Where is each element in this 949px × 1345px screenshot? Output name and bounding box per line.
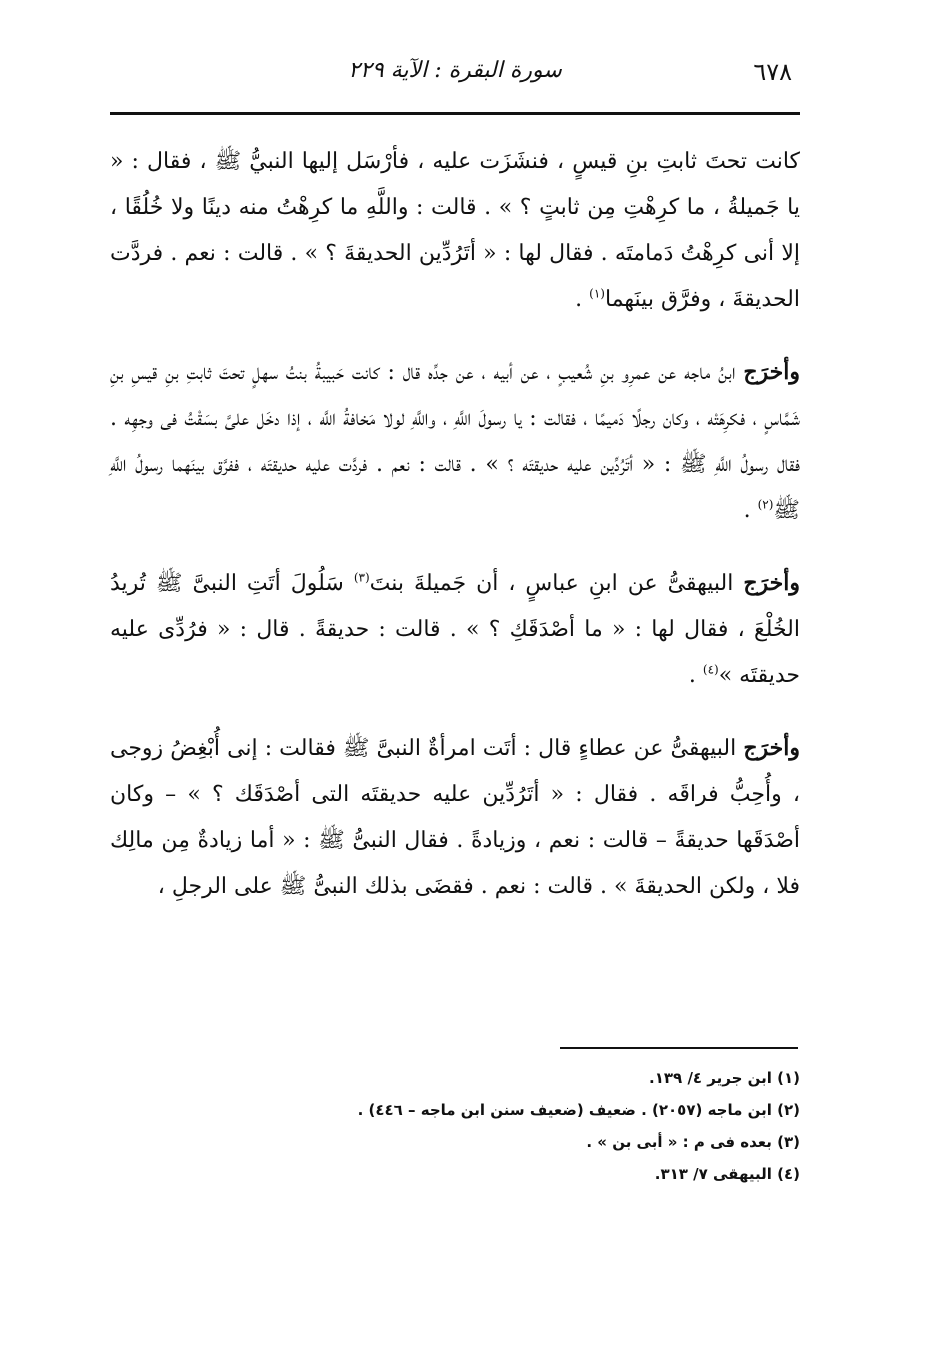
footnote-2: (٢) ابن ماجه (٢٠٥٧) . ضعيف (ضعيف سنن ابن ماجه – ٤٤٦) . xyxy=(357,1101,800,1119)
paragraph-end: . xyxy=(688,663,703,688)
paragraph-text: البيهقىُّ عن عطاءٍ قال : أتَت امرأةٌ النبىَّ ﷺ فقالت : إنى أُبْغِضُ زوجى ، وأُحِبُّ فراقَه . فقال : « أتَرُدِّين عليه حديقتَه التى أصْدَقَك ؟ » – وكان أصْدَقَها حديقةً – قالت : نعم ، وزيادةً . فقال النبىُّ ﷺ : « أما زيادةٌ مِن مالِك فلا ، ولكن الحديقةَ » . قالت : نعم . فقضَى بذلك النبىُّ ﷺ على الرجلِ ، xyxy=(110,736,800,899)
paragraph-4 xyxy=(110,725,800,910)
paragraph-end: . xyxy=(575,287,590,312)
paragraph-text: البيهقىُّ عن ابنِ عباسٍ ، أن جَميلةَ بنتَ xyxy=(369,571,744,596)
paragraph-3 xyxy=(110,560,800,699)
footnote-3: (٣) بعده فى م : « أبى بن » . xyxy=(586,1133,800,1151)
paragraph-end: . xyxy=(743,498,758,523)
footnote-mark-3: (٣) xyxy=(353,570,370,585)
footnote-rule xyxy=(560,1047,798,1049)
paragraph-text: ابنُ ماجه عن عمرِو بنِ شُعيبٍ ، عن أبيه ، عن جدِّه قال : كانت حَبيبةُ بنتُ سهلٍ تحتَ ثابتِ بنِ قيسِ بنِ شَمَّاسٍ ، فكرِهَتْه ، وكان رجلًا دَميمًا ، فقالت : يا رسولَ اللَّهِ ، واللَّهِ لولا مَخافةُ اللَّه ، إذا دخَل علىَّ بسَقْتُ فى وجهِه . فقال رسولُ اللَّهِ ﷺ : « أتَرُدِّين عليه حديقتَه ؟ » . قالت : نعم . فردَّت عليه حديقتَه ، ففرَّق بينَهما رسولُ اللَّهِ ﷺ xyxy=(110,360,800,523)
running-title: سورة البقرة : الآية ٢٢٩ xyxy=(348,58,562,83)
footnote-mark-1: (١) xyxy=(589,286,605,301)
page-header xyxy=(110,50,800,110)
paragraph-2 xyxy=(110,349,800,534)
paragraph-text: كانت تحتَ ثابتِ بنِ قيسٍ ، فنشَزَت عليه ، فأرْسَل إليها النبيُّ ﷺ ، فقال : « يا جَميلةُ ، ما كرِهْتِ مِن ثابتٍ ؟ » . قالت : واللَّهِ ما كرِهْتُ منه دينًا ولا خُلُقًا ، إلا أنى كرِهْتُ دَمامتَه . فقال لها : « أتَرُدِّين الحديقةَ ؟ » . قالت : نعم . فردَّت الحديقةَ ، وفرَّق بينَهما xyxy=(110,149,800,312)
footnote-4: (٤) البيهقى ٧/ ٣١٣. xyxy=(654,1165,800,1183)
body-text xyxy=(110,138,800,936)
footnote-mark-4: (٤) xyxy=(702,662,719,677)
paragraph-lead: وأخرَج xyxy=(743,359,800,385)
paragraph-1 xyxy=(110,138,800,323)
footnote-mark-2: (٢) xyxy=(757,497,774,512)
paragraph-text-continued: سَلُولَ أتَتِ النبىَّ ﷺ تُريدُ الخُلْعَ ، فقال لها : « ما أصْدَقَكِ ؟ » . قالت : حديقةً . قال : « فرُدِّى عليه حديقتَه » xyxy=(110,571,800,688)
footnotes xyxy=(110,1062,800,1190)
paragraph-lead: وأخرَج xyxy=(743,570,801,596)
paragraph-lead: وأخرَج xyxy=(743,735,800,761)
footnote-1: (١) ابن جرير ٤/ ١٣٩. xyxy=(649,1069,800,1087)
header-rule xyxy=(110,112,800,115)
page-number: ٦٧٨ xyxy=(753,58,792,86)
